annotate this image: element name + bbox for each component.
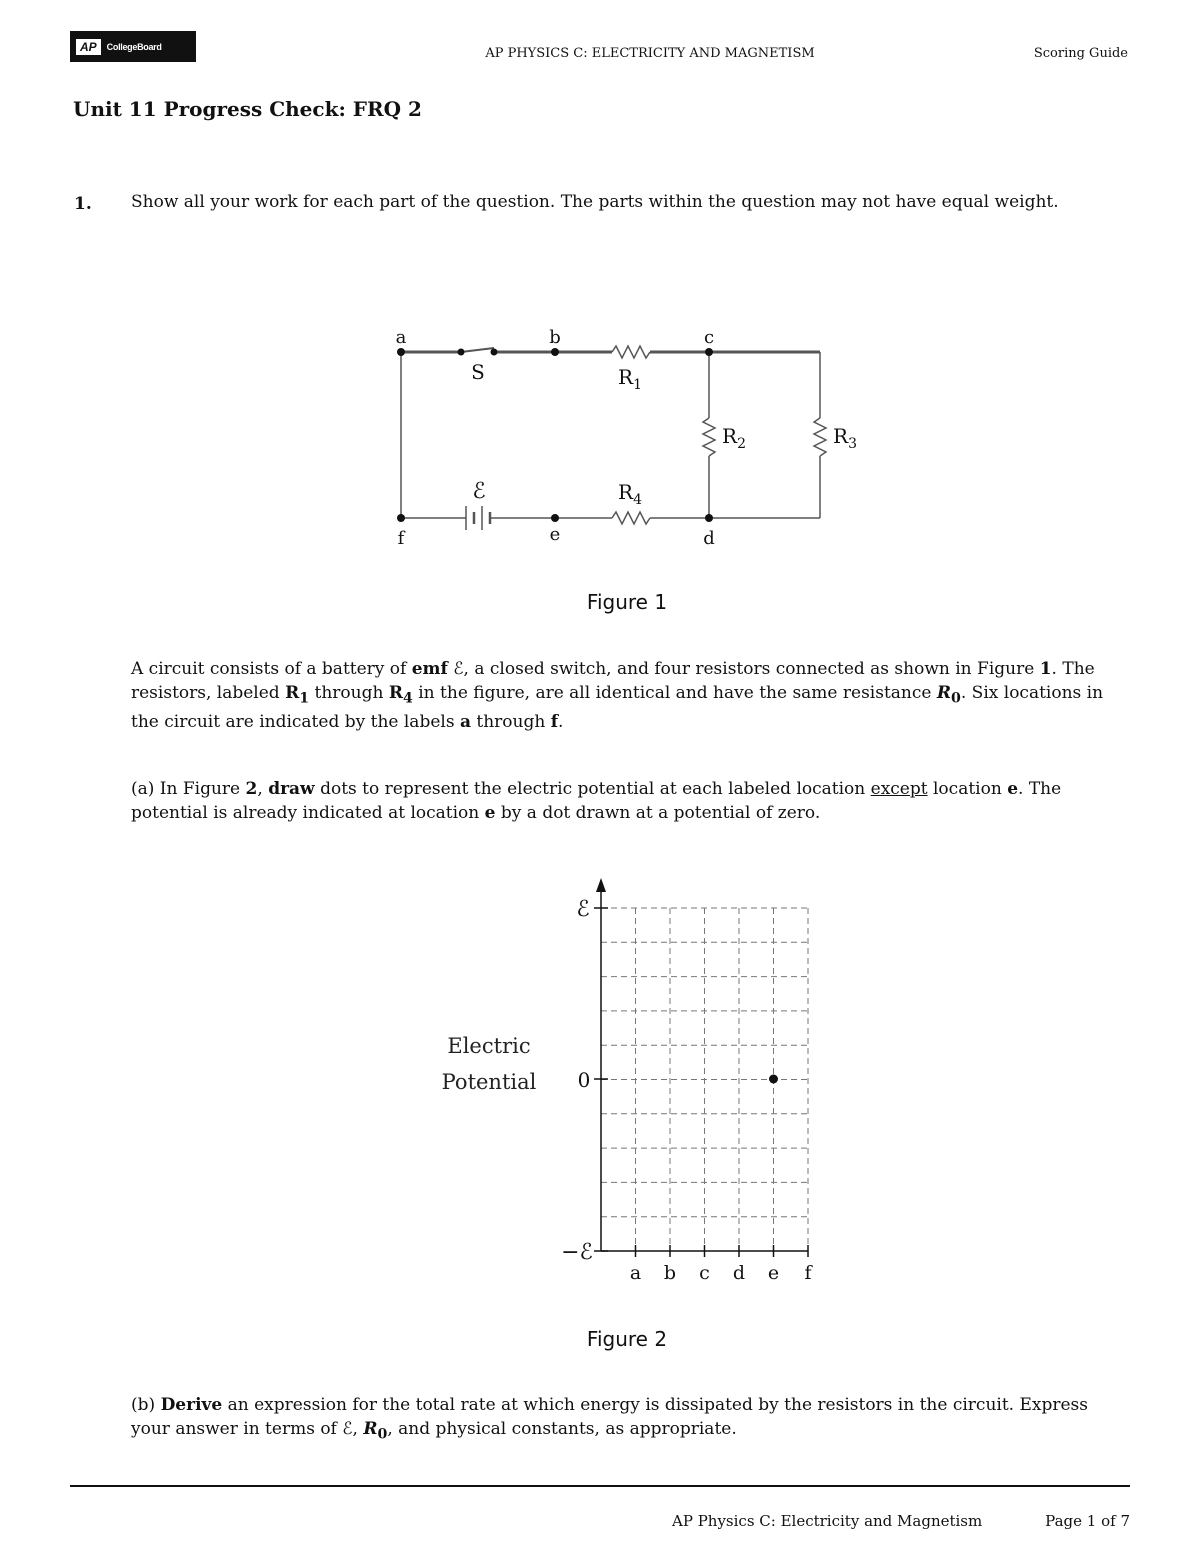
r4-label: $R_4$ xyxy=(618,480,642,508)
question-number: 1. xyxy=(74,194,92,214)
y-axis-label-line2: Potential xyxy=(441,1070,537,1094)
ap-logo-text: AP xyxy=(76,39,101,55)
collegeboard-logo-text: CollegeBoard xyxy=(106,41,162,52)
page-title: Unit 11 Progress Check: FRQ 2 xyxy=(73,97,422,121)
r2-label: $R_2$ xyxy=(722,424,746,452)
switch-contact-right xyxy=(491,349,498,356)
node-label-a: a xyxy=(395,327,407,348)
y-axis-label-line1: Electric xyxy=(447,1034,531,1058)
x-label-d: d xyxy=(732,1262,746,1284)
node-label-e: e xyxy=(549,524,561,545)
r3-label: $R_3$ xyxy=(833,424,857,452)
x-label-b: b xyxy=(663,1262,677,1284)
question-instruction: Show all your work for each part of the question. The parts within the question may not have equal weight. xyxy=(131,192,1059,212)
x-label-a: a xyxy=(629,1262,642,1284)
switch-contact-left xyxy=(458,349,465,356)
r1-label: $R_1$ xyxy=(618,365,642,393)
node-label-c: c xyxy=(703,327,715,348)
node-label-f: f xyxy=(397,528,405,548)
circuit-diagram xyxy=(380,318,880,548)
potential-graph xyxy=(430,870,830,1290)
node-d-dot xyxy=(705,514,713,522)
footer-divider xyxy=(70,1485,1130,1487)
footer-course: AP Physics C: Electricity and Magnetism xyxy=(672,1512,983,1530)
y-tick-emf: ℰ xyxy=(576,897,590,922)
header-course-title: AP PHYSICS C: ELECTRICITY AND MAGNETISM xyxy=(485,46,815,61)
emf-symbol: ℰ xyxy=(472,479,486,504)
x-label-f: f xyxy=(804,1262,812,1284)
node-e-dot xyxy=(551,514,559,522)
node-f-dot xyxy=(397,514,405,522)
part-a-prompt: (a) In Figure 2, draw dots to represent the electric potential at each labeled location except location e. The potential is already indicated at location e by a dot drawn at a potential of zero. xyxy=(131,779,1062,823)
part-b-prompt: (b) Derive an expression for the total rate at which energy is dissipated by the resistors in the circuit. Express your answer in terms of ℰ, $R_0$, and physical constants, as appropriate. xyxy=(131,1395,1088,1443)
node-label-b: b xyxy=(549,327,561,348)
x-label-e: e xyxy=(767,1262,780,1284)
switch-label: S xyxy=(471,360,485,384)
footer-page-number: Page 1 of 7 xyxy=(1045,1512,1130,1530)
figure-2-caption: Figure 2 xyxy=(586,1327,668,1351)
node-c-dot xyxy=(705,348,713,356)
x-label-c: c xyxy=(699,1262,710,1284)
node-a-dot xyxy=(397,348,405,356)
node-label-d: d xyxy=(703,528,715,548)
potential-point-e xyxy=(769,1075,778,1084)
figure-1-caption: Figure 1 xyxy=(586,590,668,614)
header-scoring-guide: Scoring Guide xyxy=(1033,46,1128,61)
y-tick-zero: 0 xyxy=(577,1068,591,1092)
y-tick-neg-emf: −ℰ xyxy=(561,1240,593,1265)
node-b-dot xyxy=(551,348,559,356)
y-axis-arrow-icon xyxy=(596,878,606,892)
circuit-description: A circuit consists of a battery of emf ℰ, a closed switch, and four resistors connected as shown in Figure 1. The resistors, labeled $R_1$ through $R_4$ in the figure, are all identical and have the same resistance $R_0$. Six locations in the circuit are indicated by the labels a through f. xyxy=(131,659,1104,733)
